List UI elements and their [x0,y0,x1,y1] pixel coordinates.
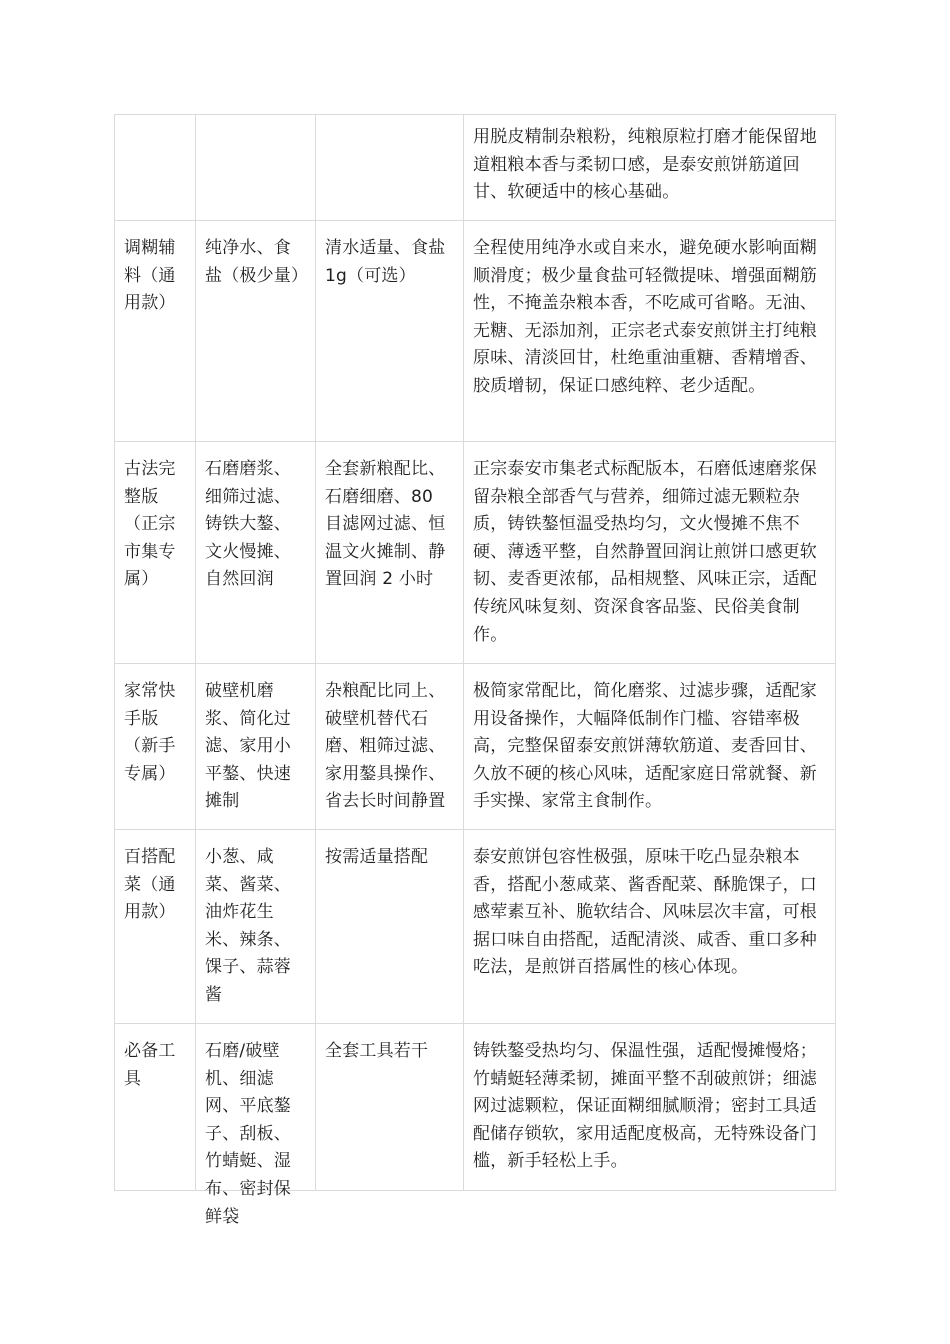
description-cell: 极简家常配比，简化磨浆、过滤步骤，适配家用设备操作，大幅降低制作门槛、容错率极高，完整保留泰安煎饼薄软筋道、麦香回甘、久放不硬的核心风味，适配家庭日常就餐、新手实操、家常主食制作。 [464,664,836,830]
material-cell [196,115,316,221]
amount-text: 全套工具若干 [325,1041,429,1061]
item-cell: 百搭配菜（通用款） [115,830,196,1024]
description-cell: 正宗泰安市集老式标配版本，石磨低速磨浆保留杂粮全部香气与营养，细筛过滤无颗粒杂质，铸铁鏊恒温受热均匀，文火慢摊不焦不硬、薄透平整，自然静置回润让煎饼口感更软韧、麦香更浓郁，品相规整、风味正宗，适配传统风味复刻、资深食客品鉴、民俗美食制作。 [464,442,836,664]
table-row [115,664,836,830]
material-cell: 小葱、咸菜、酱菜、油炸花生米、辣条、馃子、蒜蓉酱 [196,830,316,1024]
material-cell: 破壁机磨浆、简化过滤、家用小平鏊、快速摊制 [196,664,316,830]
table-row [115,442,836,664]
table-row [115,221,836,442]
description-cell [464,1024,836,1191]
material-cell [196,1024,316,1227]
amount-cell [316,115,464,221]
material-cell: 石磨磨浆、细筛过滤、铸铁大鏊、文火慢摊、自然回润 [196,442,316,664]
amount-cell: 清水适量、食盐 1g（可选） [316,221,464,442]
material-text: 石磨/破壁机、细滤网、平底鏊子、刮板、竹蜻蜓、湿布、密封保鲜袋 [205,1041,291,1227]
ingredient-table [114,114,836,1227]
table-row [115,115,836,221]
item-cell [115,1024,196,1191]
amount-cell: 杂粮配比同上、破壁机替代石磨、粗筛过滤、家用鏊具操作、省去长时间静置 [316,664,464,830]
table-row [115,830,836,1024]
amount-cell: 按需适量搭配 [316,830,464,1024]
description-text: 铸铁鏊受热均匀、保温性强，适配慢摊慢烙；竹蜻蜓轻薄柔韧，摊面平整不刮破煎饼；细滤网过滤颗粒，保证面糊细腻顺滑；密封工具适配储存锁软，家用适配度极高，无特殊设备门槛，新手轻松上手。 [473,1041,817,1172]
description-cell: 泰安煎饼包容性极强，原味干吃凸显杂粮本香，搭配小葱咸菜、酱香配菜、酥脆馃子，口感荤素互补、脆软结合、风味层次丰富，可根据口味自由搭配，适配清淡、咸香、重口多种吃法，是煎饼百搭属性的核心体现。 [464,830,836,1024]
item-cell: 调糊辅料（通用款） [115,221,196,442]
item-cell: 古法完整版（正宗市集专属） [115,442,196,664]
item-cell [115,115,196,221]
item-cell: 家常快手版（新手专属） [115,664,196,830]
description-cell: 用脱皮精制杂粮粉，纯粮原粒打磨才能保留地道粗粮本香与柔韧口感，是泰安煎饼筋道回甘、软硬适中的核心基础。 [464,115,836,221]
amount-cell: 全套新粮配比、石磨细磨、80 目滤网过滤、恒温文火摊制、静置回润 2 小时 [316,442,464,664]
table-row [115,1024,836,1191]
material-cell: 纯净水、食盐（极少量） [196,221,316,442]
description-cell: 全程使用纯净水或自来水，避免硬水影响面糊顺滑度；极少量食盐可轻微提味、增强面糊筋性，不掩盖杂粮本香，不吃咸可省略。无油、无糖、无添加剂，正宗老式泰安煎饼主打纯粮原味、清淡回甘，杜绝重油重糖、香精增香、胶质增韧，保证口感纯粹、老少适配。 [464,221,836,442]
item-text: 必备工具 [124,1041,176,1089]
amount-cell [316,1024,464,1191]
